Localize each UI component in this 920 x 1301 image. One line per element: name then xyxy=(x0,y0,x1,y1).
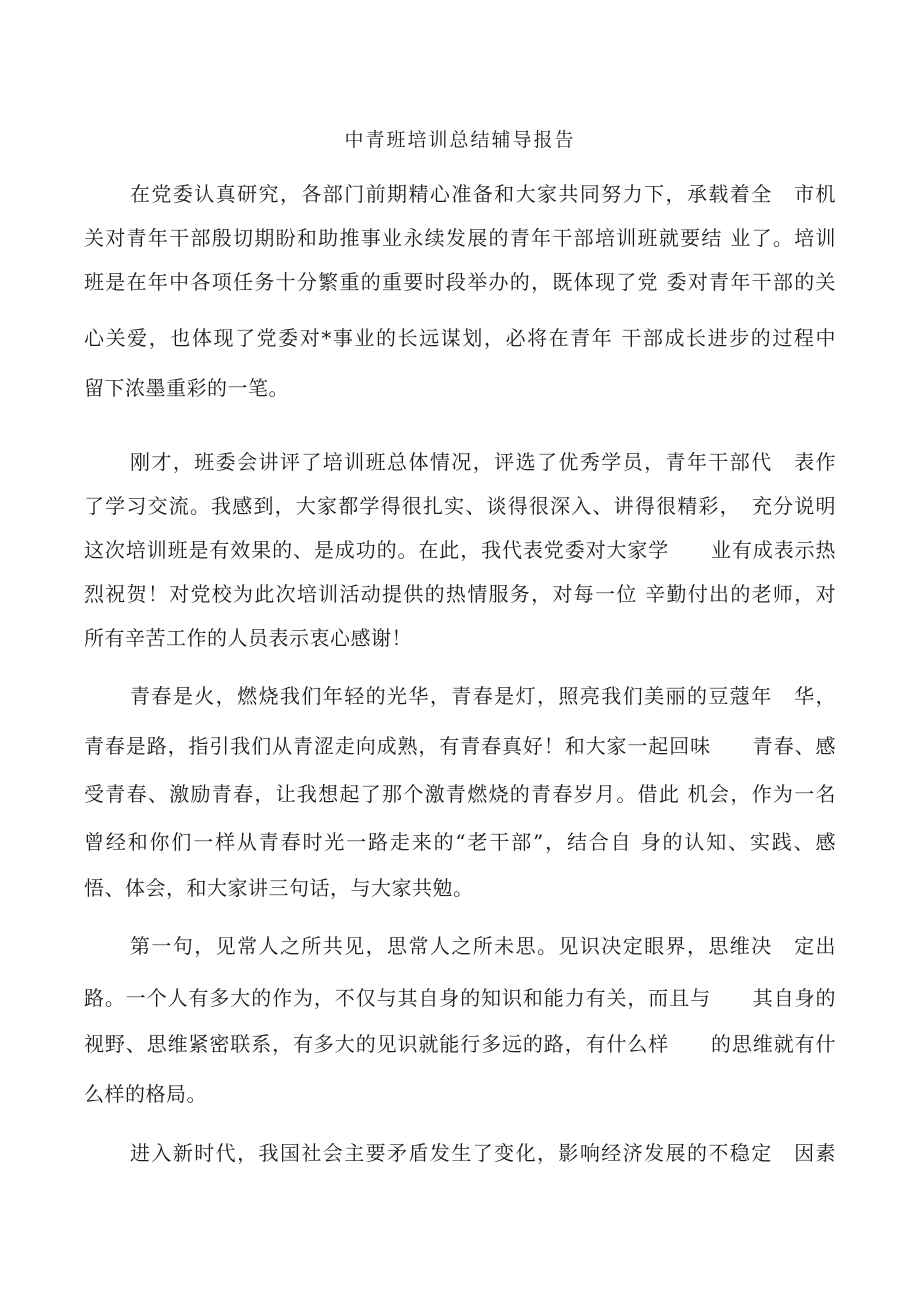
paragraph-4-line-2: 路。一个人有多大的作为，不仅与其自身的知识和能力有关，而且与 其自身的 xyxy=(84,986,836,1010)
paragraph-4-line-1: 第一句，见常人之所共见，思常人之所未思。见识决定眼界，思维决 定出 xyxy=(130,934,836,958)
paragraph-1-line-3: 班是在年中各项任务十分繁重的重要时段举办的，既体现了党 委对青年干部的关 xyxy=(84,270,836,294)
paragraph-2-line-1: 刚才，班委会讲评了培训班总体情况，评选了优秀学员，青年干部代 表作 xyxy=(130,450,836,474)
page-title: 中青班培训总结辅导报告 xyxy=(344,129,576,151)
paragraph-3-line-1: 青春是火，燃烧我们年轻的光华，青春是灯，照亮我们美丽的豆蔻年 华， xyxy=(130,684,836,708)
paragraph-1-line-4: 心关爱，也体现了党委对*事业的长远谋划，必将在青年 干部成长进步的过程中 xyxy=(84,326,836,350)
paragraph-1-line-1: 在党委认真研究，各部门前期精心准备和大家共同努力下，承载着全 市机 xyxy=(130,182,836,206)
paragraph-2-line-3: 这次培训班是有效果的、是成功的。在此，我代表党委对大家学 业有成表示热 xyxy=(84,538,836,562)
paragraph-4-line-3: 视野、思维紧密联系，有多大的见识就能行多远的路，有什么样 的思维就有什 xyxy=(84,1032,836,1056)
paragraph-2-line-5: 所有辛苦工作的人员表示衷心感谢！ xyxy=(84,626,412,650)
paragraph-2-line-4: 烈祝贺！对党校为此次培训活动提供的热情服务，对每一位 辛勤付出的老师，对 xyxy=(84,582,836,606)
paragraph-3-line-4: 曾经和你们一样从青春时光一路走来的“老干部”，结合自 身的认知、实践、感 xyxy=(84,830,836,854)
paragraph-5-line-1: 进入新时代，我国社会主要矛盾发生了变化，影响经济发展的不稳定 因素 xyxy=(130,1141,836,1165)
paragraph-3-line-5: 悟、体会，和大家讲三句话，与大家共勉。 xyxy=(84,876,474,900)
paragraph-3-line-2: 青春是路，指引我们从青涩走向成熟，有青春真好！和大家一起回味 青春、感 xyxy=(84,734,836,758)
paragraph-4-line-4: 么样的格局。 xyxy=(84,1082,207,1106)
paragraph-2-line-2: 了学习交流。我感到，大家都学得很扎实、谈得很深入、讲得很精彩， 充分说明 xyxy=(84,494,836,518)
paragraph-3-line-3: 受青春、激励青春，让我想起了那个激青燃烧的青春岁月。借此 机会，作为一名 xyxy=(84,782,836,806)
paragraph-1-line-5: 留下浓墨重彩的一笔。 xyxy=(84,376,289,400)
paragraph-1-line-2: 关对青年干部殷切期盼和助推事业永续发展的青年干部培训班就要结 业了。培训 xyxy=(84,226,836,250)
